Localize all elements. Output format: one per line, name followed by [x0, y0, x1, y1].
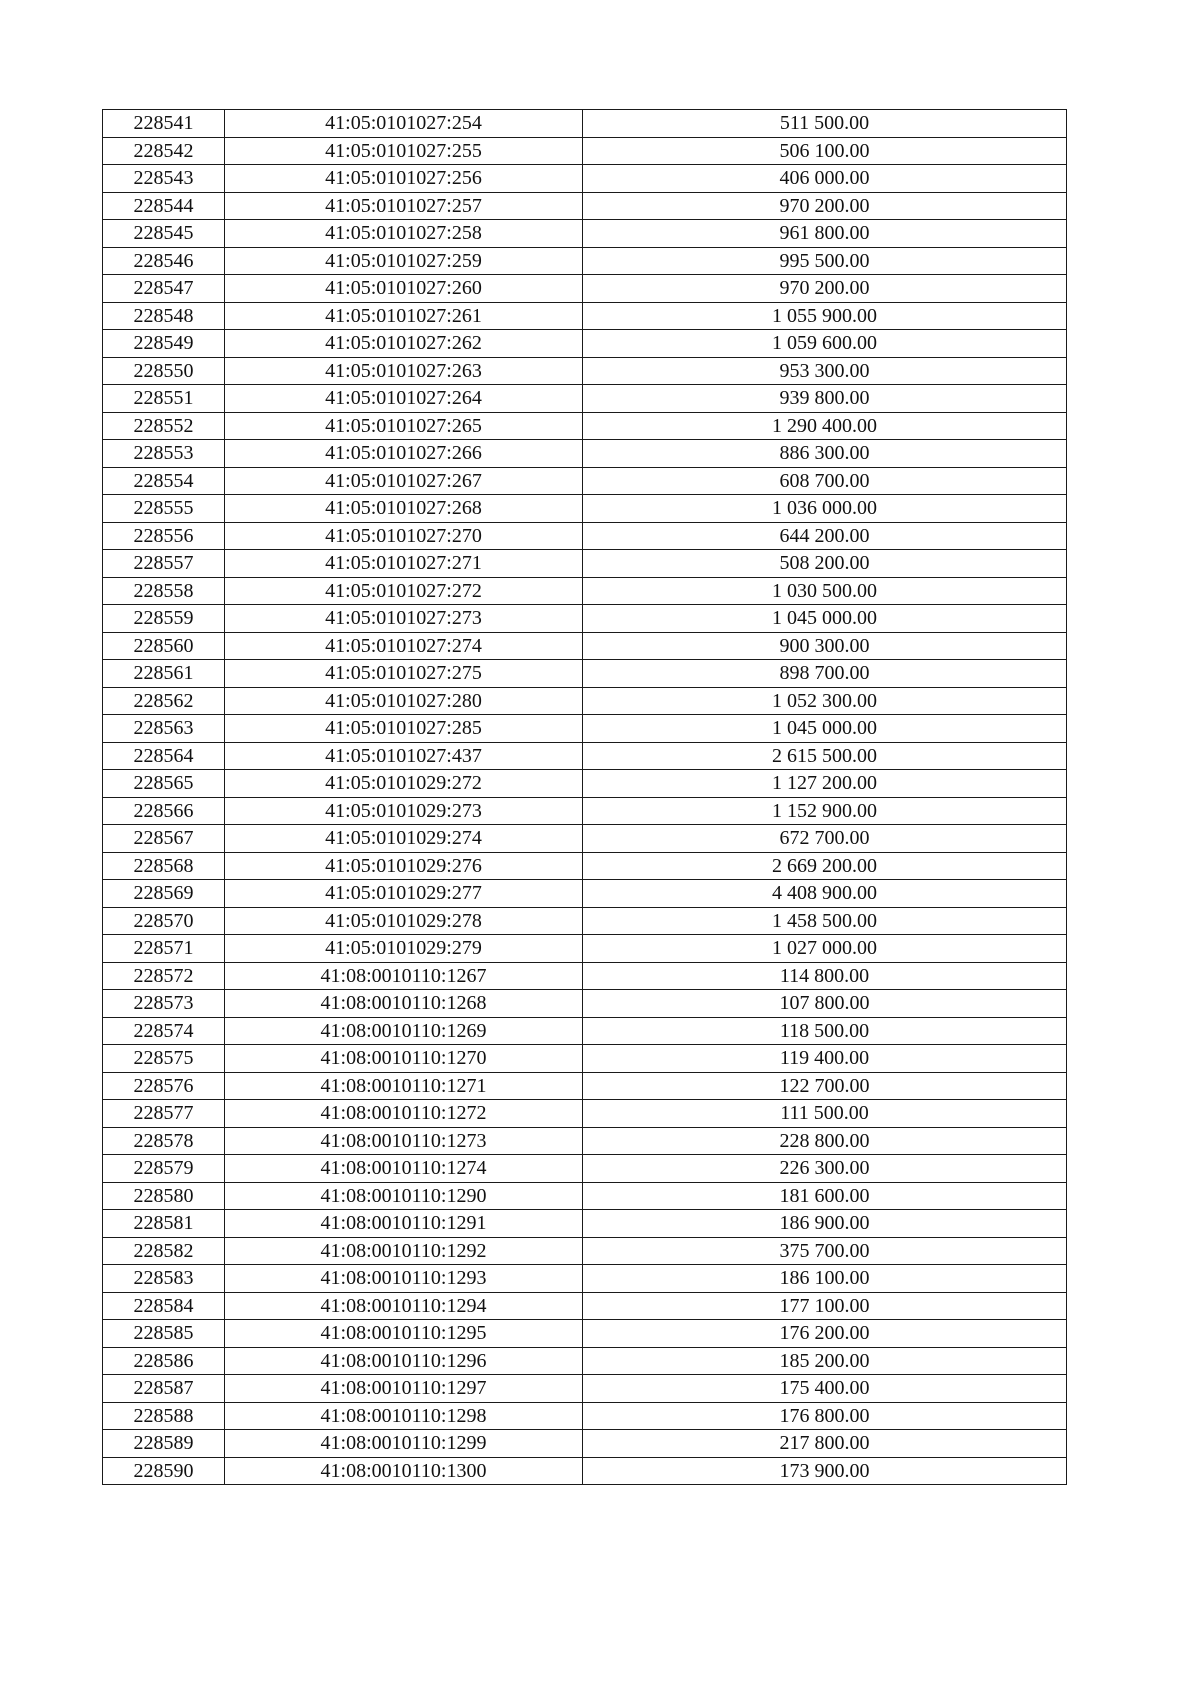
cadastral-value-cell: 114 800.00	[583, 962, 1067, 990]
cadastral-number-cell: 41:08:0010110:1291	[225, 1210, 583, 1238]
table-row	[103, 357, 1067, 385]
cadastral-value-cell: 118 500.00	[583, 1017, 1067, 1045]
cadastral-number-cell: 41:08:0010110:1299	[225, 1430, 583, 1458]
cadastral-number-cell: 41:05:0101029:272	[225, 770, 583, 798]
row-number-cell: 228559	[103, 605, 225, 633]
row-number-cell: 228556	[103, 522, 225, 550]
cadastral-value-cell: 1 055 900.00	[583, 302, 1067, 330]
row-number-cell: 228585	[103, 1320, 225, 1348]
cadastral-value-cell: 1 052 300.00	[583, 687, 1067, 715]
cadastral-value-cell: 186 900.00	[583, 1210, 1067, 1238]
cadastral-number-cell: 41:08:0010110:1268	[225, 990, 583, 1018]
table-row	[103, 110, 1067, 138]
cadastral-value-cell: 226 300.00	[583, 1155, 1067, 1183]
cadastral-number-cell: 41:05:0101027:271	[225, 550, 583, 578]
table-row	[103, 1292, 1067, 1320]
cadastral-number-cell: 41:05:0101027:266	[225, 440, 583, 468]
table-row	[103, 1347, 1067, 1375]
cadastral-value-cell: 608 700.00	[583, 467, 1067, 495]
table-row	[103, 880, 1067, 908]
table-row	[103, 1210, 1067, 1238]
row-number-cell: 228550	[103, 357, 225, 385]
cadastral-value-cell: 1 030 500.00	[583, 577, 1067, 605]
row-number-cell: 228577	[103, 1100, 225, 1128]
cadastral-number-cell: 41:08:0010110:1267	[225, 962, 583, 990]
cadastral-number-cell: 41:05:0101027:259	[225, 247, 583, 275]
cadastral-number-cell: 41:05:0101027:264	[225, 385, 583, 413]
cadastral-value-cell: 939 800.00	[583, 385, 1067, 413]
cadastral-number-cell: 41:05:0101029:276	[225, 852, 583, 880]
cadastral-value-cell: 375 700.00	[583, 1237, 1067, 1265]
cadastral-value-cell: 1 045 000.00	[583, 605, 1067, 633]
cadastral-number-cell: 41:08:0010110:1300	[225, 1457, 583, 1485]
table-row	[103, 605, 1067, 633]
row-number-cell: 228563	[103, 715, 225, 743]
row-number-cell: 228575	[103, 1045, 225, 1073]
row-number-cell: 228568	[103, 852, 225, 880]
cadastral-number-cell: 41:05:0101027:257	[225, 192, 583, 220]
cadastral-number-cell: 41:05:0101027:254	[225, 110, 583, 138]
row-number-cell: 228573	[103, 990, 225, 1018]
cadastral-value-cell: 1 059 600.00	[583, 330, 1067, 358]
table-row	[103, 632, 1067, 660]
cadastral-value-table	[102, 109, 1067, 1485]
table-row	[103, 660, 1067, 688]
row-number-cell: 228574	[103, 1017, 225, 1045]
cadastral-number-cell: 41:05:0101029:277	[225, 880, 583, 908]
cadastral-number-cell: 41:05:0101027:270	[225, 522, 583, 550]
row-number-cell: 228558	[103, 577, 225, 605]
table-row	[103, 1155, 1067, 1183]
cadastral-value-cell: 1 152 900.00	[583, 797, 1067, 825]
row-number-cell: 228546	[103, 247, 225, 275]
table-row	[103, 412, 1067, 440]
row-number-cell: 228557	[103, 550, 225, 578]
cadastral-value-cell: 961 800.00	[583, 220, 1067, 248]
cadastral-value-cell: 900 300.00	[583, 632, 1067, 660]
cadastral-value-cell: 119 400.00	[583, 1045, 1067, 1073]
cadastral-number-cell: 41:08:0010110:1297	[225, 1375, 583, 1403]
cadastral-number-cell: 41:05:0101027:275	[225, 660, 583, 688]
cadastral-value-cell: 181 600.00	[583, 1182, 1067, 1210]
cadastral-value-cell: 176 800.00	[583, 1402, 1067, 1430]
table-row	[103, 165, 1067, 193]
cadastral-value-cell: 173 900.00	[583, 1457, 1067, 1485]
table-row	[103, 1045, 1067, 1073]
cadastral-value-cell: 644 200.00	[583, 522, 1067, 550]
cadastral-number-cell: 41:05:0101027:261	[225, 302, 583, 330]
table-row	[103, 220, 1067, 248]
cadastral-value-cell: 177 100.00	[583, 1292, 1067, 1320]
table-row	[103, 935, 1067, 963]
row-number-cell: 228560	[103, 632, 225, 660]
cadastral-value-cell: 1 458 500.00	[583, 907, 1067, 935]
cadastral-number-cell: 41:05:0101027:255	[225, 137, 583, 165]
table-row	[103, 962, 1067, 990]
table-row	[103, 192, 1067, 220]
row-number-cell: 228549	[103, 330, 225, 358]
row-number-cell: 228565	[103, 770, 225, 798]
row-number-cell: 228583	[103, 1265, 225, 1293]
cadastral-value-cell: 506 100.00	[583, 137, 1067, 165]
cadastral-value-cell: 186 100.00	[583, 1265, 1067, 1293]
cadastral-value-cell: 4 408 900.00	[583, 880, 1067, 908]
row-number-cell: 228562	[103, 687, 225, 715]
cadastral-number-cell: 41:05:0101027:280	[225, 687, 583, 715]
row-number-cell: 228581	[103, 1210, 225, 1238]
cadastral-number-cell: 41:05:0101027:272	[225, 577, 583, 605]
cadastral-number-cell: 41:05:0101027:285	[225, 715, 583, 743]
table-row	[103, 1237, 1067, 1265]
row-number-cell: 228588	[103, 1402, 225, 1430]
cadastral-value-cell: 1 290 400.00	[583, 412, 1067, 440]
table-row	[103, 1100, 1067, 1128]
row-number-cell: 228567	[103, 825, 225, 853]
row-number-cell: 228576	[103, 1072, 225, 1100]
cadastral-value-cell: 1 045 000.00	[583, 715, 1067, 743]
row-number-cell: 228589	[103, 1430, 225, 1458]
row-number-cell: 228543	[103, 165, 225, 193]
cadastral-number-cell: 41:08:0010110:1295	[225, 1320, 583, 1348]
cadastral-value-cell: 672 700.00	[583, 825, 1067, 853]
cadastral-value-cell: 970 200.00	[583, 192, 1067, 220]
row-number-cell: 228555	[103, 495, 225, 523]
row-number-cell: 228582	[103, 1237, 225, 1265]
table-row	[103, 1072, 1067, 1100]
cadastral-number-cell: 41:05:0101027:268	[225, 495, 583, 523]
cadastral-number-cell: 41:05:0101029:274	[225, 825, 583, 853]
row-number-cell: 228580	[103, 1182, 225, 1210]
cadastral-number-cell: 41:08:0010110:1269	[225, 1017, 583, 1045]
table-row	[103, 852, 1067, 880]
cadastral-value-cell: 995 500.00	[583, 247, 1067, 275]
cadastral-number-cell: 41:05:0101029:273	[225, 797, 583, 825]
cadastral-number-cell: 41:08:0010110:1294	[225, 1292, 583, 1320]
table-row	[103, 550, 1067, 578]
table-row	[103, 275, 1067, 303]
row-number-cell: 228587	[103, 1375, 225, 1403]
table-row	[103, 137, 1067, 165]
cadastral-number-cell: 41:05:0101027:263	[225, 357, 583, 385]
table-row	[103, 467, 1067, 495]
cadastral-value-cell: 970 200.00	[583, 275, 1067, 303]
row-number-cell: 228552	[103, 412, 225, 440]
table-row	[103, 495, 1067, 523]
table-row	[103, 1375, 1067, 1403]
table-row	[103, 1402, 1067, 1430]
table-row	[103, 302, 1067, 330]
row-number-cell: 228584	[103, 1292, 225, 1320]
cadastral-number-cell: 41:05:0101027:265	[225, 412, 583, 440]
cadastral-value-cell: 508 200.00	[583, 550, 1067, 578]
cadastral-value-cell: 953 300.00	[583, 357, 1067, 385]
cadastral-number-cell: 41:05:0101027:258	[225, 220, 583, 248]
row-number-cell: 228569	[103, 880, 225, 908]
cadastral-number-cell: 41:05:0101027:274	[225, 632, 583, 660]
cadastral-value-cell: 1 036 000.00	[583, 495, 1067, 523]
cadastral-value-cell: 176 200.00	[583, 1320, 1067, 1348]
row-number-cell: 228547	[103, 275, 225, 303]
cadastral-value-cell: 898 700.00	[583, 660, 1067, 688]
table-body	[103, 110, 1067, 1485]
row-number-cell: 228541	[103, 110, 225, 138]
cadastral-number-cell: 41:08:0010110:1274	[225, 1155, 583, 1183]
cadastral-number-cell: 41:08:0010110:1292	[225, 1237, 583, 1265]
row-number-cell: 228570	[103, 907, 225, 935]
table-row	[103, 1457, 1067, 1485]
cadastral-value-cell: 406 000.00	[583, 165, 1067, 193]
table-row	[103, 907, 1067, 935]
table-row	[103, 1430, 1067, 1458]
table-row	[103, 797, 1067, 825]
table-row	[103, 522, 1067, 550]
table-row	[103, 1182, 1067, 1210]
table-row	[103, 990, 1067, 1018]
cadastral-number-cell: 41:05:0101029:279	[225, 935, 583, 963]
cadastral-number-cell: 41:08:0010110:1270	[225, 1045, 583, 1073]
table-row	[103, 825, 1067, 853]
row-number-cell: 228561	[103, 660, 225, 688]
row-number-cell: 228554	[103, 467, 225, 495]
row-number-cell: 228590	[103, 1457, 225, 1485]
cadastral-number-cell: 41:08:0010110:1271	[225, 1072, 583, 1100]
row-number-cell: 228579	[103, 1155, 225, 1183]
cadastral-number-cell: 41:05:0101027:256	[225, 165, 583, 193]
cadastral-number-cell: 41:05:0101027:260	[225, 275, 583, 303]
cadastral-value-cell: 228 800.00	[583, 1127, 1067, 1155]
table-row	[103, 687, 1067, 715]
cadastral-value-cell: 1 027 000.00	[583, 935, 1067, 963]
row-number-cell: 228586	[103, 1347, 225, 1375]
row-number-cell: 228544	[103, 192, 225, 220]
row-number-cell: 228572	[103, 962, 225, 990]
table-row	[103, 742, 1067, 770]
table-row	[103, 385, 1067, 413]
table-row	[103, 440, 1067, 468]
cadastral-number-cell: 41:05:0101027:273	[225, 605, 583, 633]
cadastral-value-cell: 1 127 200.00	[583, 770, 1067, 798]
cadastral-value-cell: 511 500.00	[583, 110, 1067, 138]
cadastral-number-cell: 41:08:0010110:1290	[225, 1182, 583, 1210]
cadastral-number-cell: 41:08:0010110:1293	[225, 1265, 583, 1293]
cadastral-value-cell: 2 669 200.00	[583, 852, 1067, 880]
table-row	[103, 1265, 1067, 1293]
row-number-cell: 228564	[103, 742, 225, 770]
cadastral-number-cell: 41:08:0010110:1272	[225, 1100, 583, 1128]
cadastral-value-cell: 122 700.00	[583, 1072, 1067, 1100]
cadastral-number-cell: 41:05:0101027:437	[225, 742, 583, 770]
cadastral-value-cell: 111 500.00	[583, 1100, 1067, 1128]
cadastral-number-cell: 41:05:0101027:267	[225, 467, 583, 495]
cadastral-value-cell: 217 800.00	[583, 1430, 1067, 1458]
row-number-cell: 228551	[103, 385, 225, 413]
cadastral-number-cell: 41:05:0101027:262	[225, 330, 583, 358]
table-row	[103, 247, 1067, 275]
cadastral-value-cell: 2 615 500.00	[583, 742, 1067, 770]
table-row	[103, 577, 1067, 605]
row-number-cell: 228578	[103, 1127, 225, 1155]
row-number-cell: 228553	[103, 440, 225, 468]
table-row	[103, 770, 1067, 798]
row-number-cell: 228542	[103, 137, 225, 165]
table-row	[103, 1127, 1067, 1155]
table-row	[103, 715, 1067, 743]
row-number-cell: 228571	[103, 935, 225, 963]
cadastral-value-cell: 185 200.00	[583, 1347, 1067, 1375]
row-number-cell: 228545	[103, 220, 225, 248]
cadastral-number-cell: 41:08:0010110:1296	[225, 1347, 583, 1375]
cadastral-number-cell: 41:05:0101029:278	[225, 907, 583, 935]
row-number-cell: 228548	[103, 302, 225, 330]
row-number-cell: 228566	[103, 797, 225, 825]
cadastral-number-cell: 41:08:0010110:1298	[225, 1402, 583, 1430]
table-row	[103, 1017, 1067, 1045]
cadastral-value-cell: 886 300.00	[583, 440, 1067, 468]
cadastral-value-cell: 175 400.00	[583, 1375, 1067, 1403]
cadastral-value-cell: 107 800.00	[583, 990, 1067, 1018]
cadastral-number-cell: 41:08:0010110:1273	[225, 1127, 583, 1155]
table-row	[103, 1320, 1067, 1348]
table-row	[103, 330, 1067, 358]
